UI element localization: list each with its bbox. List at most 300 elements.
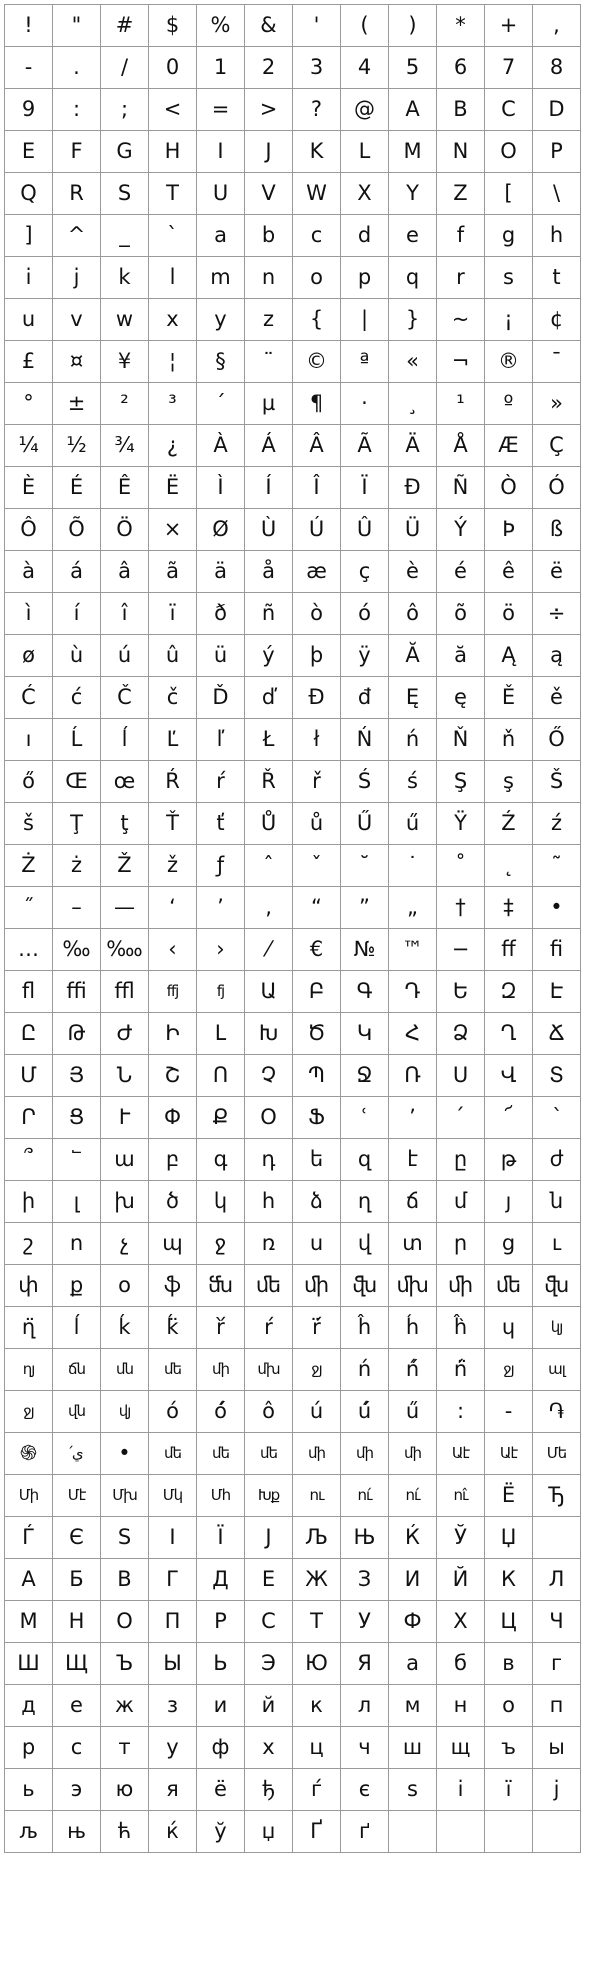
glyph-cell: ffj (149, 971, 197, 1013)
glyph-cell: ı (5, 719, 53, 761)
glyph-cell: Р (197, 1601, 245, 1643)
glyph-cell (389, 1811, 437, 1853)
glyph-cell: ը (437, 1139, 485, 1181)
glyph-cell: [ (485, 173, 533, 215)
glyph-cell: ŕ (245, 1307, 293, 1349)
glyph-cell: ú (101, 635, 149, 677)
glyph-cell: Ե (437, 971, 485, 1013)
glyph-cell: t (533, 257, 581, 299)
glyph-cell: a (197, 215, 245, 257)
glyph-cell: Э (245, 1643, 293, 1685)
glyph-cell: ń̈ (437, 1349, 485, 1391)
glyph-cell: Ւ (101, 1097, 149, 1139)
glyph-cell: ż (53, 845, 101, 887)
glyph-cell: ḱ (101, 1307, 149, 1349)
glyph-cell: ˇ (293, 845, 341, 887)
glyph-cell: ﬓ (197, 1265, 245, 1307)
glyph-cell: ‘ (149, 887, 197, 929)
glyph-cell: ղյ (5, 1349, 53, 1391)
glyph-cell: › (197, 929, 245, 971)
glyph-cell: Х (437, 1601, 485, 1643)
glyph-cell: П (149, 1601, 197, 1643)
glyph-cell: Ä (389, 425, 437, 467)
glyph-cell: վյ (101, 1391, 149, 1433)
glyph-cell: ë (533, 551, 581, 593)
glyph-cell: г (533, 1643, 581, 1685)
glyph-cell: Ќ (389, 1517, 437, 1559)
glyph-cell: é (437, 551, 485, 593)
glyph-cell: Á (245, 425, 293, 467)
glyph-cell: ê (485, 551, 533, 593)
glyph-cell: п (533, 1685, 581, 1727)
glyph-cell: Ч (533, 1601, 581, 1643)
glyph-cell: ռ (245, 1223, 293, 1265)
glyph-cell: T (149, 173, 197, 215)
glyph-cell: G (101, 131, 149, 173)
glyph-cell: І (149, 1517, 197, 1559)
glyph-cell: ® (485, 341, 533, 383)
glyph-cell: Ё (485, 1475, 533, 1517)
glyph-cell: ă (437, 635, 485, 677)
glyph-cell: ª (341, 341, 389, 383)
glyph-cell: ó (341, 593, 389, 635)
glyph-cell: Đ (293, 677, 341, 719)
glyph-cell: ¸ (389, 383, 437, 425)
glyph-cell: fj (197, 971, 245, 1013)
glyph-cell: ց (485, 1223, 533, 1265)
glyph-cell: ﬔ (245, 1265, 293, 1307)
glyph-cell: ¨ (245, 341, 293, 383)
glyph-cell: ե (293, 1139, 341, 1181)
glyph-cell: o (293, 257, 341, 299)
glyph-cell: ѕ (389, 1769, 437, 1811)
glyph-cell: Ժ (101, 1013, 149, 1055)
glyph-cell: W (293, 173, 341, 215)
glyph-cell: © (293, 341, 341, 383)
glyph-cell: ý (245, 635, 293, 677)
glyph-cell: ŕ (197, 761, 245, 803)
glyph-cell: ﬖ (533, 1265, 581, 1307)
glyph-cell (485, 1811, 533, 1853)
glyph-cell: Д (197, 1559, 245, 1601)
glyph-cell: } (389, 299, 437, 341)
glyph-cell: ě (533, 677, 581, 719)
glyph-cell: & (245, 5, 293, 47)
glyph-cell: փ (5, 1265, 53, 1307)
glyph-cell: ó́ (197, 1391, 245, 1433)
glyph-cell: ֍ (5, 1433, 53, 1475)
glyph-cell: а (389, 1643, 437, 1685)
glyph-cell: Ţ (53, 803, 101, 845)
glyph-cell: Ï (341, 467, 389, 509)
glyph-cell: № (341, 929, 389, 971)
glyph-cell: ƒ (197, 845, 245, 887)
glyph-cell: . (53, 47, 101, 89)
glyph-cell: Մէ (53, 1475, 101, 1517)
glyph-cell: ѓ (293, 1769, 341, 1811)
glyph-cell: Խ (245, 1013, 293, 1055)
glyph-cell: ‰ (53, 929, 101, 971)
glyph-cell: ﬔ (485, 1265, 533, 1307)
glyph-cell: վն (53, 1391, 101, 1433)
glyph-cell: Ő (533, 719, 581, 761)
glyph-cell: c (293, 215, 341, 257)
glyph-cell: М (5, 1601, 53, 1643)
glyph-cell: m (197, 257, 245, 299)
glyph-cell: С (245, 1601, 293, 1643)
glyph-cell: Աէ (437, 1433, 485, 1475)
glyph-cell: ¯ (533, 341, 581, 383)
glyph-cell: { (293, 299, 341, 341)
glyph-cell: Џ (485, 1517, 533, 1559)
glyph-cell: Þ (485, 509, 533, 551)
glyph-cell: ń́ (389, 1349, 437, 1391)
glyph-cell: è (389, 551, 437, 593)
glyph-cell: մե (197, 1433, 245, 1475)
glyph-cell: „ (389, 887, 437, 929)
glyph-cell: Â (293, 425, 341, 467)
glyph-cell: ч (341, 1727, 389, 1769)
glyph-cell: K (293, 131, 341, 173)
glyph-cell: ã (149, 551, 197, 593)
glyph-cell: @ (341, 89, 389, 131)
glyph-cell: ﬀ (485, 929, 533, 971)
glyph-cell: õ (437, 593, 485, 635)
glyph-cell: z (245, 299, 293, 341)
glyph-cell: O (485, 131, 533, 173)
glyph-cell: ; (101, 89, 149, 131)
glyph-cell: У (341, 1601, 389, 1643)
glyph-cell: Ը (5, 1013, 53, 1055)
glyph-cell: š (5, 803, 53, 845)
glyph-cell: È (5, 467, 53, 509)
glyph-cell: ˙ (389, 845, 437, 887)
glyph-cell: մի (197, 1349, 245, 1391)
glyph-cell: ~ (437, 299, 485, 341)
glyph-cell: Ű (341, 803, 389, 845)
glyph-cell: l (149, 257, 197, 299)
glyph-cell: ô (245, 1391, 293, 1433)
glyph-cell: ալ (533, 1349, 581, 1391)
glyph-cell: Ã (341, 425, 389, 467)
glyph-cell: — (101, 887, 149, 929)
glyph-cell: ú (293, 1391, 341, 1433)
glyph-cell: ů (293, 803, 341, 845)
glyph-cell: ґ (341, 1811, 389, 1853)
glyph-cell: л (341, 1685, 389, 1727)
glyph-cell: Ą (485, 635, 533, 677)
glyph-cell (437, 1811, 485, 1853)
glyph-cell: ° (5, 383, 53, 425)
glyph-cell: q (389, 257, 437, 299)
glyph-cell: Վ (485, 1055, 533, 1097)
glyph-cell: F (53, 131, 101, 173)
glyph-cell: X (341, 173, 389, 215)
glyph-cell: ± (53, 383, 101, 425)
glyph-cell: ս (293, 1223, 341, 1265)
glyph-cell: u (5, 299, 53, 341)
glyph-cell: ¡ (485, 299, 533, 341)
glyph-cell: Ô (5, 509, 53, 551)
glyph-cell: Л (533, 1559, 581, 1601)
glyph-cell: շ (5, 1223, 53, 1265)
glyph-cell: e (389, 215, 437, 257)
glyph-cell: ń (341, 1349, 389, 1391)
glyph-cell: Ŕ (149, 761, 197, 803)
glyph-cell: մե (149, 1433, 197, 1475)
glyph-cell: Õ (53, 509, 101, 551)
glyph-cell: к (293, 1685, 341, 1727)
glyph-cell: * (437, 5, 485, 47)
glyph-cell: ‡ (485, 887, 533, 929)
glyph-cell: ﬖ (341, 1265, 389, 1307)
glyph-cell: æ (293, 551, 341, 593)
glyph-cell: v (53, 299, 101, 341)
glyph-cell: ու (293, 1475, 341, 1517)
glyph-cell: ՞ (5, 1139, 53, 1181)
glyph-cell: Մ (5, 1055, 53, 1097)
glyph-cell: Օ (245, 1097, 293, 1139)
glyph-cell: Ď (197, 677, 245, 719)
glyph-cell: ? (293, 89, 341, 131)
glyph-cell: Ի (149, 1013, 197, 1055)
glyph-cell: Є (53, 1517, 101, 1559)
glyph-cell: ş (485, 761, 533, 803)
glyph-cell: ţ (101, 803, 149, 845)
glyph-cell: Ռ (389, 1055, 437, 1097)
glyph-cell: ќ (149, 1811, 197, 1853)
glyph-cell: ՟ (53, 1139, 101, 1181)
glyph-cell: ‹ (149, 929, 197, 971)
glyph-table (4, 4, 581, 1853)
glyph-cell: ň (485, 719, 533, 761)
glyph-cell: ź (533, 803, 581, 845)
glyph-cell: É (53, 467, 101, 509)
glyph-cell: ó (149, 1391, 197, 1433)
glyph-cell: “ (293, 887, 341, 929)
glyph-cell: P (533, 131, 581, 173)
glyph-cell: м (389, 1685, 437, 1727)
glyph-cell: ß (533, 509, 581, 551)
glyph-cell: ¦ (149, 341, 197, 383)
glyph-cell: 1 (197, 47, 245, 89)
glyph-cell: â (101, 551, 149, 593)
glyph-cell: Պ (293, 1055, 341, 1097)
glyph-cell: ” (341, 887, 389, 929)
glyph-cell: i (5, 257, 53, 299)
glyph-cell: † (437, 887, 485, 929)
glyph-cell: Չ (245, 1055, 293, 1097)
glyph-cell: չ (101, 1223, 149, 1265)
glyph-cell: Ջ (341, 1055, 389, 1097)
glyph-cell: ﬁ (533, 929, 581, 971)
glyph-cell: Б (53, 1559, 101, 1601)
glyph-cell: Գ (341, 971, 389, 1013)
glyph-cell: I (197, 131, 245, 173)
glyph-cell: Ě (485, 677, 533, 719)
glyph-cell: Y (389, 173, 437, 215)
glyph-cell: : (437, 1391, 485, 1433)
glyph-cell: ú́ (341, 1391, 389, 1433)
glyph-cell: ń (389, 719, 437, 761)
glyph-cell: b (245, 215, 293, 257)
glyph-cell: n (245, 257, 293, 299)
glyph-cell: d (341, 215, 389, 257)
glyph-cell: Ґ (293, 1811, 341, 1853)
glyph-cell: ™ (389, 929, 437, 971)
glyph-cell: Փ (149, 1097, 197, 1139)
glyph-cell: h́ (389, 1307, 437, 1349)
glyph-cell: 2 (245, 47, 293, 89)
glyph-cell: с (53, 1727, 101, 1769)
glyph-cell: օ (101, 1265, 149, 1307)
glyph-cell: ф (197, 1727, 245, 1769)
glyph-cell: ї (485, 1769, 533, 1811)
glyph-cell: ĥ (341, 1307, 389, 1349)
glyph-cell: ⁄ (245, 929, 293, 971)
glyph-cell: ù (53, 635, 101, 677)
glyph-cell: Ж (293, 1559, 341, 1601)
glyph-cell: A (389, 89, 437, 131)
glyph-cell: ł (293, 719, 341, 761)
glyph-cell: • (533, 887, 581, 929)
glyph-cell: џ (245, 1811, 293, 1853)
glyph-cell: · (341, 383, 389, 425)
glyph-cell: ( (341, 5, 389, 47)
glyph-cell: s (485, 257, 533, 299)
glyph-cell: Т (293, 1601, 341, 1643)
glyph-cell: Ń (341, 719, 389, 761)
glyph-cell: ñ (245, 593, 293, 635)
glyph-cell: 8 (533, 47, 581, 89)
glyph-cell: k (101, 257, 149, 299)
glyph-cell: ì (5, 593, 53, 635)
glyph-cell: Е (245, 1559, 293, 1601)
glyph-cell: Å (437, 425, 485, 467)
glyph-cell: ô (389, 593, 437, 635)
glyph-cell: ՝ (533, 1097, 581, 1139)
glyph-cell: ä (197, 551, 245, 593)
glyph-cell: ճն (53, 1349, 101, 1391)
glyph-cell: ¶ (293, 383, 341, 425)
glyph-cell: ÿ (341, 635, 389, 677)
glyph-cell: ђ (245, 1769, 293, 1811)
glyph-cell: E (5, 131, 53, 173)
glyph-cell: " (53, 5, 101, 47)
glyph-cell: ľ (197, 719, 245, 761)
glyph-cell: ֏ (533, 1391, 581, 1433)
glyph-cell: Ф (389, 1601, 437, 1643)
glyph-cell: ё (197, 1769, 245, 1811)
glyph-cell: _ (101, 215, 149, 257)
glyph-cell: w (101, 299, 149, 341)
glyph-cell: Ź (485, 803, 533, 845)
glyph-cell: µ (245, 383, 293, 425)
glyph-cell: э (53, 1769, 101, 1811)
glyph-cell: Ծ (293, 1013, 341, 1055)
glyph-cell: $ (149, 5, 197, 47)
glyph-cell: č (149, 677, 197, 719)
glyph-cell: Ñ (437, 467, 485, 509)
glyph-cell: ու́ (341, 1475, 389, 1517)
glyph-cell: Մհ (197, 1475, 245, 1517)
glyph-cell: и (197, 1685, 245, 1727)
glyph-cell: ¥ (101, 341, 149, 383)
glyph-cell: ջյ (293, 1349, 341, 1391)
glyph-cell: Ż (5, 845, 53, 887)
glyph-cell: Я (341, 1643, 389, 1685)
glyph-cell: ¹ (437, 383, 485, 425)
glyph-cell: Լ (197, 1013, 245, 1055)
glyph-cell: ¬ (437, 341, 485, 383)
glyph-cell: ՜ (485, 1097, 533, 1139)
glyph-cell: ՚ (389, 1097, 437, 1139)
glyph-cell: ժ (533, 1139, 581, 1181)
glyph-cell: Ó (533, 467, 581, 509)
glyph-cell: Մկ (149, 1475, 197, 1517)
glyph-cell (533, 1811, 581, 1853)
glyph-cell: ď (245, 677, 293, 719)
glyph-cell: р (5, 1727, 53, 1769)
glyph-cell: К (485, 1559, 533, 1601)
glyph-cell: ř (293, 761, 341, 803)
glyph-cell: ﬗ (389, 1265, 437, 1307)
glyph-cell: Ü (389, 509, 437, 551)
glyph-cell: Ѓ (5, 1517, 53, 1559)
glyph-cell: ½ (53, 425, 101, 467)
glyph-cell: S (101, 173, 149, 215)
glyph-cell: ˛ (485, 845, 533, 887)
glyph-cell: գ (197, 1139, 245, 1181)
glyph-cell: њ (53, 1811, 101, 1853)
glyph-cell: ղ̈ (5, 1307, 53, 1349)
glyph-cell: զ (341, 1139, 389, 1181)
glyph-cell: B (437, 89, 485, 131)
glyph-cell: մխ (245, 1349, 293, 1391)
glyph-cell: ր (437, 1223, 485, 1265)
glyph-cell: L (341, 131, 389, 173)
glyph-cell: Š (533, 761, 581, 803)
glyph-cell: ò (293, 593, 341, 635)
glyph-cell: ŕ̀ (197, 1307, 245, 1349)
glyph-cell: Տ (533, 1055, 581, 1097)
glyph-cell: ¢ (533, 299, 581, 341)
glyph-cell: à (5, 551, 53, 593)
glyph-cell: Н (53, 1601, 101, 1643)
glyph-cell: ő (5, 761, 53, 803)
glyph-cell: Ў (437, 1517, 485, 1559)
glyph-cell: ¿ (149, 425, 197, 467)
glyph-cell: « (389, 341, 437, 383)
glyph-cell: , (533, 5, 581, 47)
glyph-cell: Ś (341, 761, 389, 803)
glyph-cell: Ů (245, 803, 293, 845)
glyph-cell: € (293, 929, 341, 971)
glyph-cell: H (149, 131, 197, 173)
glyph-cell: ˘ (341, 845, 389, 887)
glyph-cell: մ (437, 1181, 485, 1223)
glyph-cell: 4 (341, 47, 389, 89)
glyph-cell: ы (533, 1727, 581, 1769)
glyph-cell: … (5, 929, 53, 971)
glyph-cell: » (533, 383, 581, 425)
glyph-cell: Ѕ (101, 1517, 149, 1559)
glyph-cell: + (485, 5, 533, 47)
glyph-cell: ի (5, 1181, 53, 1223)
glyph-cell: Կ (341, 1013, 389, 1055)
glyph-cell: ž (149, 845, 197, 887)
glyph-cell: ն (533, 1181, 581, 1223)
